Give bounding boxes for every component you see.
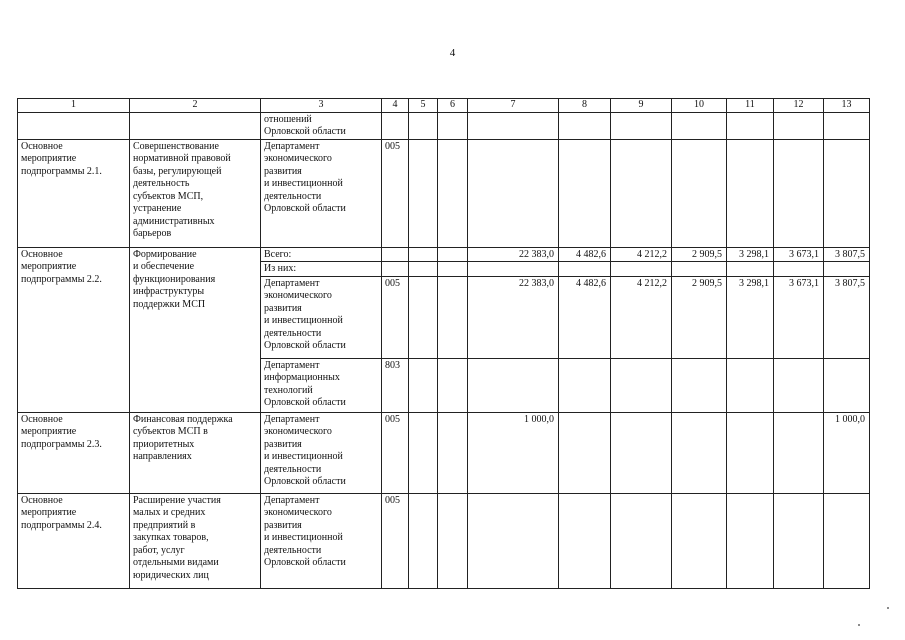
table-row-2-3: [18, 412, 870, 493]
value-cell: 3 807,5: [824, 276, 870, 358]
responsible-cell: Из них:: [261, 262, 382, 277]
cell: [382, 112, 409, 139]
cell: [672, 358, 727, 412]
cell: [672, 412, 727, 493]
responsible-cell: Всего:: [261, 247, 382, 262]
cell: [611, 412, 672, 493]
value-cell: 22 383,0: [468, 276, 559, 358]
cell: [611, 112, 672, 139]
responsible-cell: Департамент экономического развития и инвестиционной деятельности Орловской области: [261, 276, 382, 358]
page-number: 4: [449, 47, 456, 59]
value-cell: 3 673,1: [774, 276, 824, 358]
value-cell: 3 807,5: [824, 247, 870, 262]
cell: [468, 112, 559, 139]
cell: [409, 112, 438, 139]
activity-cell: Основное мероприятие подпрограммы 2.1.: [18, 139, 130, 247]
description-cell: Формирование и обеспечение функционирования инфраструктуры поддержки МСП: [130, 247, 261, 412]
cell: [774, 139, 824, 247]
column-header: 9: [611, 99, 672, 113]
scan-speck: [858, 624, 860, 626]
cell: [559, 262, 611, 277]
cell: [672, 139, 727, 247]
responsible-cell: Департамент экономического развития и инвестиционной деятельности Орловской области: [261, 493, 382, 588]
responsible-cell: Департамент экономического развития и инвестиционной деятельности Орловской области: [261, 412, 382, 493]
scan-speck: [887, 607, 889, 609]
cell: [824, 262, 870, 277]
header-row: [18, 99, 870, 113]
activity-cell: Основное мероприятие подпрограммы 2.2.: [18, 247, 130, 412]
cell: [774, 262, 824, 277]
cell: [468, 139, 559, 247]
cell: [559, 493, 611, 588]
cell: [438, 247, 468, 262]
cell: [559, 358, 611, 412]
value-cell: 2 909,5: [672, 247, 727, 262]
cell: [438, 412, 468, 493]
value-cell: 4 212,2: [611, 247, 672, 262]
cell: [727, 412, 774, 493]
cell: [438, 139, 468, 247]
column-header: 12: [774, 99, 824, 113]
column-header: 8: [559, 99, 611, 113]
cell: [774, 412, 824, 493]
cell: [774, 112, 824, 139]
value-cell: 4 482,6: [559, 247, 611, 262]
activity-cell: Основное мероприятие подпрограммы 2.3.: [18, 412, 130, 493]
cell: [468, 358, 559, 412]
cell: [611, 358, 672, 412]
code-cell: 005: [382, 412, 409, 493]
column-header: 7: [468, 99, 559, 113]
cell: [611, 262, 672, 277]
cell: [130, 112, 261, 139]
column-header: 1: [18, 99, 130, 113]
cell: [774, 358, 824, 412]
value-cell: 4 212,2: [611, 276, 672, 358]
value-cell: 1 000,0: [468, 412, 559, 493]
description-cell: Совершенствование нормативной правовой базы, регулирующей деятельность субъектов МСП, устранение административных барьеров: [130, 139, 261, 247]
cell: [438, 112, 468, 139]
cell: [382, 247, 409, 262]
cell: [611, 493, 672, 588]
cell: [824, 139, 870, 247]
cell: [438, 276, 468, 358]
cell: [409, 412, 438, 493]
table-row-2-2-total: [18, 247, 870, 262]
code-cell: 005: [382, 493, 409, 588]
column-header: 10: [672, 99, 727, 113]
cell: [468, 262, 559, 277]
column-header: 5: [409, 99, 438, 113]
cell: [824, 358, 870, 412]
value-cell: 1 000,0: [824, 412, 870, 493]
activity-cell: Основное мероприятие подпрограммы 2.4.: [18, 493, 130, 588]
cell: [438, 262, 468, 277]
value-cell: 3 673,1: [774, 247, 824, 262]
cell: [727, 262, 774, 277]
table-row-2-1: [18, 139, 870, 247]
cell: [409, 493, 438, 588]
responsible-cell: отношений Орловской области: [261, 112, 382, 139]
cell: [438, 358, 468, 412]
cell: [824, 112, 870, 139]
description-cell: Расширение участия малых и средних предприятий в закупках товаров, работ, услуг отдельными видами юридических лиц: [130, 493, 261, 588]
value-cell: 4 482,6: [559, 276, 611, 358]
value-cell: 3 298,1: [727, 247, 774, 262]
cell: [672, 262, 727, 277]
cell: [409, 247, 438, 262]
column-header: 6: [438, 99, 468, 113]
responsible-cell: Департамент экономического развития и инвестиционной деятельности Орловской области: [261, 139, 382, 247]
column-header: 11: [727, 99, 774, 113]
value-cell: 22 383,0: [468, 247, 559, 262]
cell: [438, 493, 468, 588]
cell: [559, 112, 611, 139]
value-cell: 2 909,5: [672, 276, 727, 358]
code-cell: 803: [382, 358, 409, 412]
cell: [409, 139, 438, 247]
cell: [774, 493, 824, 588]
column-header: 2: [130, 99, 261, 113]
cell: [468, 493, 559, 588]
budget-table: [17, 98, 870, 589]
cell: [727, 139, 774, 247]
code-cell: 005: [382, 139, 409, 247]
code-cell: 005: [382, 276, 409, 358]
column-header: 3: [261, 99, 382, 113]
description-cell: Финансовая поддержка субъектов МСП в приоритетных направлениях: [130, 412, 261, 493]
cell: [18, 112, 130, 139]
column-header: 4: [382, 99, 409, 113]
table-row-continuation: [18, 112, 870, 139]
cell: [727, 112, 774, 139]
cell: [727, 358, 774, 412]
cell: [672, 493, 727, 588]
responsible-cell: Департамент информационных технологий Орловской области: [261, 358, 382, 412]
table-row-2-4: [18, 493, 870, 588]
cell: [824, 493, 870, 588]
cell: [409, 276, 438, 358]
cell: [409, 262, 438, 277]
cell: [409, 358, 438, 412]
cell: [672, 112, 727, 139]
cell: [559, 412, 611, 493]
value-cell: 3 298,1: [727, 276, 774, 358]
cell: [382, 262, 409, 277]
cell: [559, 139, 611, 247]
cell: [727, 493, 774, 588]
cell: [611, 139, 672, 247]
column-header: 13: [824, 99, 870, 113]
